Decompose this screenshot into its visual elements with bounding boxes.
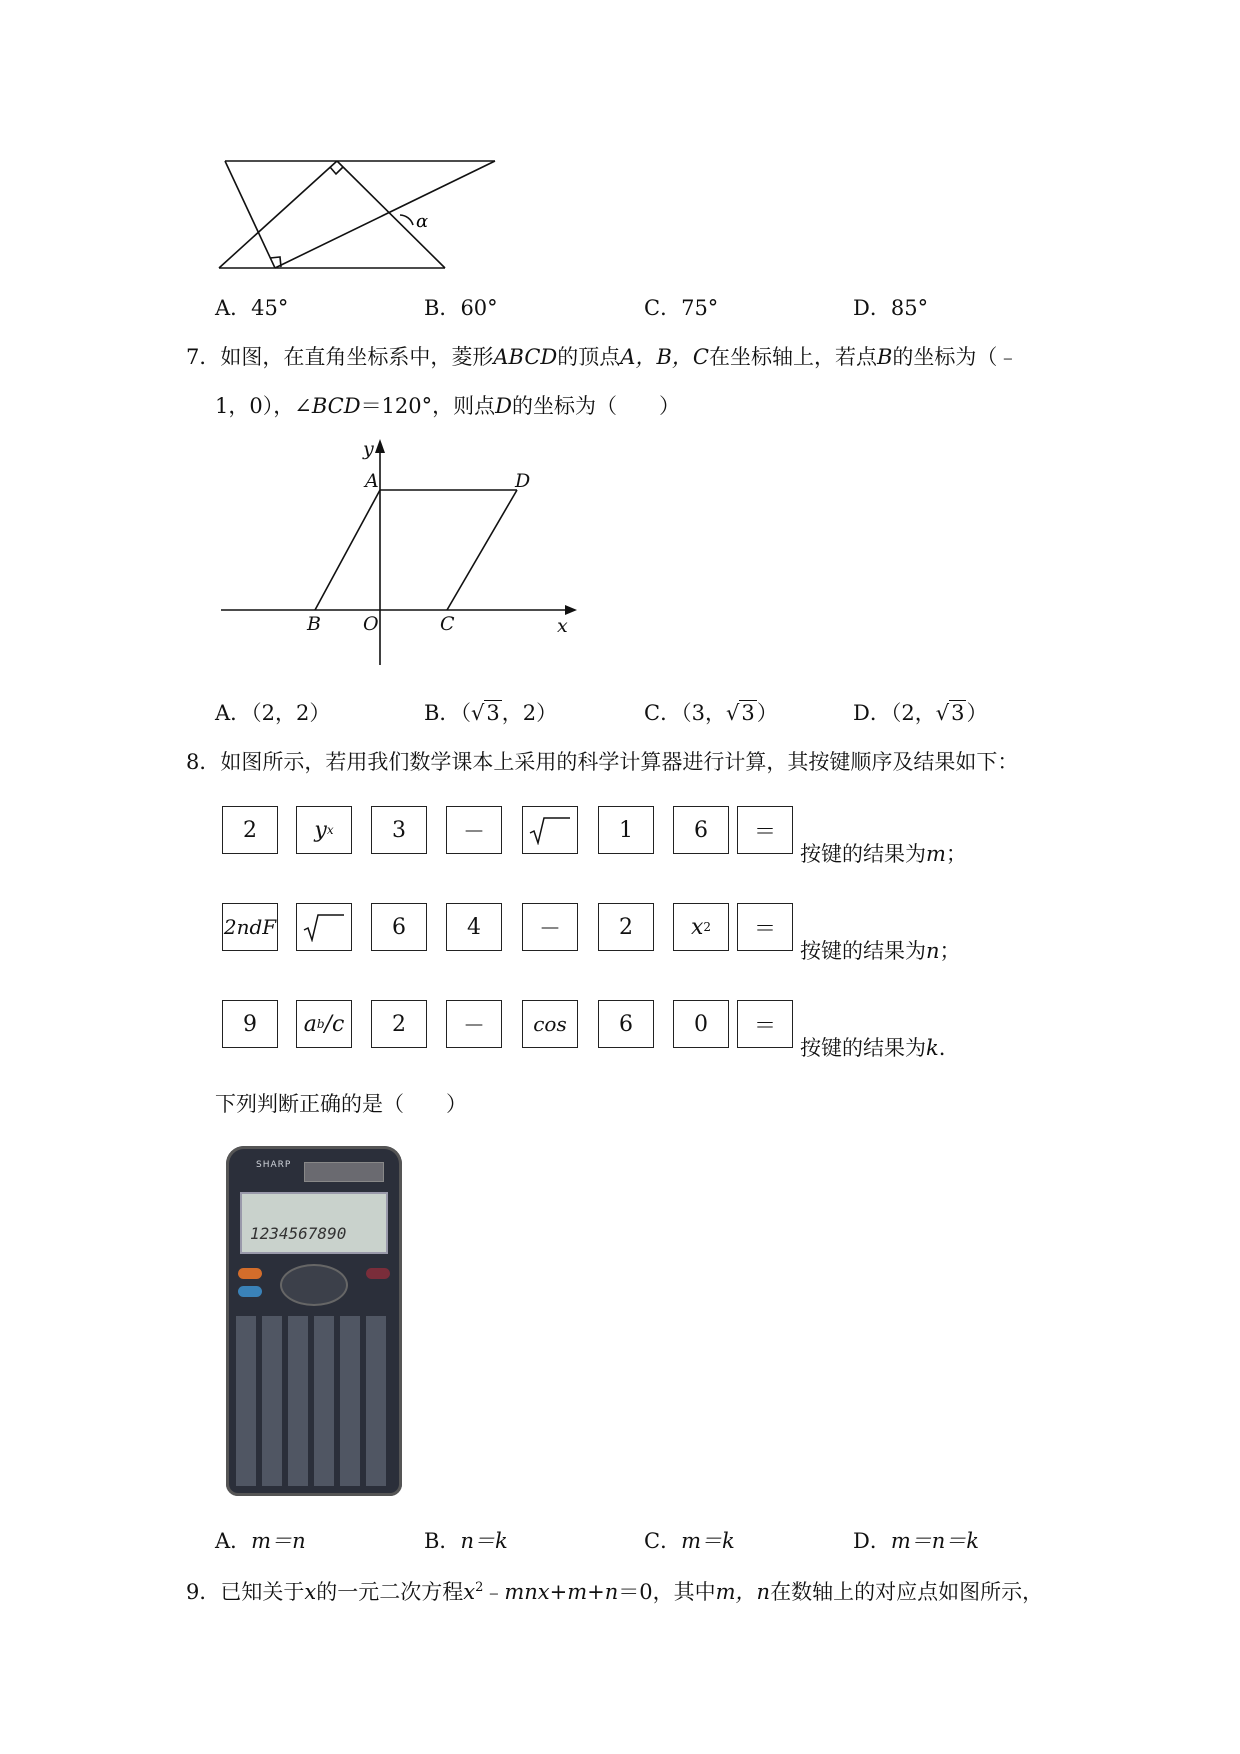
calculator-dpad <box>280 1264 348 1306</box>
calc-key: a b /c <box>296 1000 352 1048</box>
q7-option-c: C．（3，√3） <box>644 701 778 725</box>
calc-key: 6 <box>598 1000 654 1048</box>
label-B: B <box>307 613 321 635</box>
label-O: O <box>363 613 379 635</box>
q7-stem-line2: 1，0），∠BCD＝120°，则点D的坐标为（ ） <box>215 394 680 418</box>
calculator-keypad <box>236 1316 392 1486</box>
calc-key: ＝ <box>737 806 793 854</box>
2ndf-key <box>238 1268 262 1279</box>
sqrt-symbol: √3 <box>470 701 500 725</box>
key-row-result: 按键的结果为m； <box>800 842 967 866</box>
q7-coordinate-figure <box>215 435 580 675</box>
calculator-display: 1234567890 <box>240 1192 388 1254</box>
solar-panel <box>304 1162 384 1182</box>
calc-key: 2 <box>222 806 278 854</box>
q7-stem-line1: 7．如图，在直角坐标系中，菱形ABCD的顶点A，B，C在坐标轴上，若点B的坐标为（﹣ <box>186 345 1019 369</box>
q8-judge: 下列判断正确的是（ ） <box>215 1092 467 1116</box>
q6-option-d: D．85° <box>853 296 929 320</box>
calc-key: － <box>446 806 502 854</box>
calculator-image <box>226 1146 402 1496</box>
calc-key <box>522 806 578 854</box>
q6-option-a: A．45° <box>215 296 289 320</box>
calc-key: y x <box>296 806 352 854</box>
sqrt-symbol: √3 <box>725 701 755 725</box>
calc-key: 2 <box>598 903 654 951</box>
q9-stem: 9．已知关于x的一元二次方程$x^2﹣mnx+m+n=0$，其中m，n在数轴上的对应点如图所示， <box>186 1580 1044 1604</box>
label-x: x <box>557 615 568 637</box>
q7-option-b: B．（√3，2） <box>424 701 558 725</box>
q8-option-d: D．m＝n＝k <box>853 1529 980 1553</box>
calc-key: x 2 <box>673 903 729 951</box>
calc-key: 6 <box>673 806 729 854</box>
q8-option-a: A．m＝n <box>215 1529 306 1553</box>
sqrt-symbol: √3 <box>935 701 965 725</box>
q7-option-a: A．（2，2） <box>215 701 331 725</box>
q7-option-d: D．（2，√3） <box>853 701 988 725</box>
label-C: C <box>440 613 455 635</box>
key-row-result: 按键的结果为n； <box>800 939 961 963</box>
q6-option-b: B．60° <box>424 296 498 320</box>
calc-key: cos <box>522 1000 578 1048</box>
calc-key <box>296 903 352 951</box>
q8-option-b: B．n＝k <box>424 1529 508 1553</box>
calc-key: 4 <box>446 903 502 951</box>
label-y: y <box>363 438 374 460</box>
alpha-key <box>238 1286 262 1297</box>
q6-figure <box>215 155 505 275</box>
alpha-label: α <box>416 211 429 232</box>
calc-key: 3 <box>371 806 427 854</box>
calc-key: ＝ <box>737 903 793 951</box>
calc-key: 9 <box>222 1000 278 1048</box>
calc-key: 6 <box>371 903 427 951</box>
calc-key: 1 <box>598 806 654 854</box>
calc-key: ＝ <box>737 1000 793 1048</box>
calculator-brand: SHARP <box>256 1160 292 1170</box>
q8-stem: 8．如图所示，若用我们数学课本上采用的科学计算器进行计算，其按键顺序及结果如下： <box>186 750 1019 774</box>
calc-key: － <box>522 903 578 951</box>
key-row-result: 按键的结果为k. <box>800 1036 946 1060</box>
label-A: A <box>365 470 379 492</box>
on-key <box>366 1268 390 1279</box>
calc-key: － <box>446 1000 502 1048</box>
q8-option-c: C．m＝k <box>644 1529 735 1553</box>
calc-key: 0 <box>673 1000 729 1048</box>
calc-key: 2ndF <box>222 903 278 951</box>
calc-key: 2 <box>371 1000 427 1048</box>
q6-option-c: C．75° <box>644 296 719 320</box>
label-D: D <box>515 470 531 492</box>
